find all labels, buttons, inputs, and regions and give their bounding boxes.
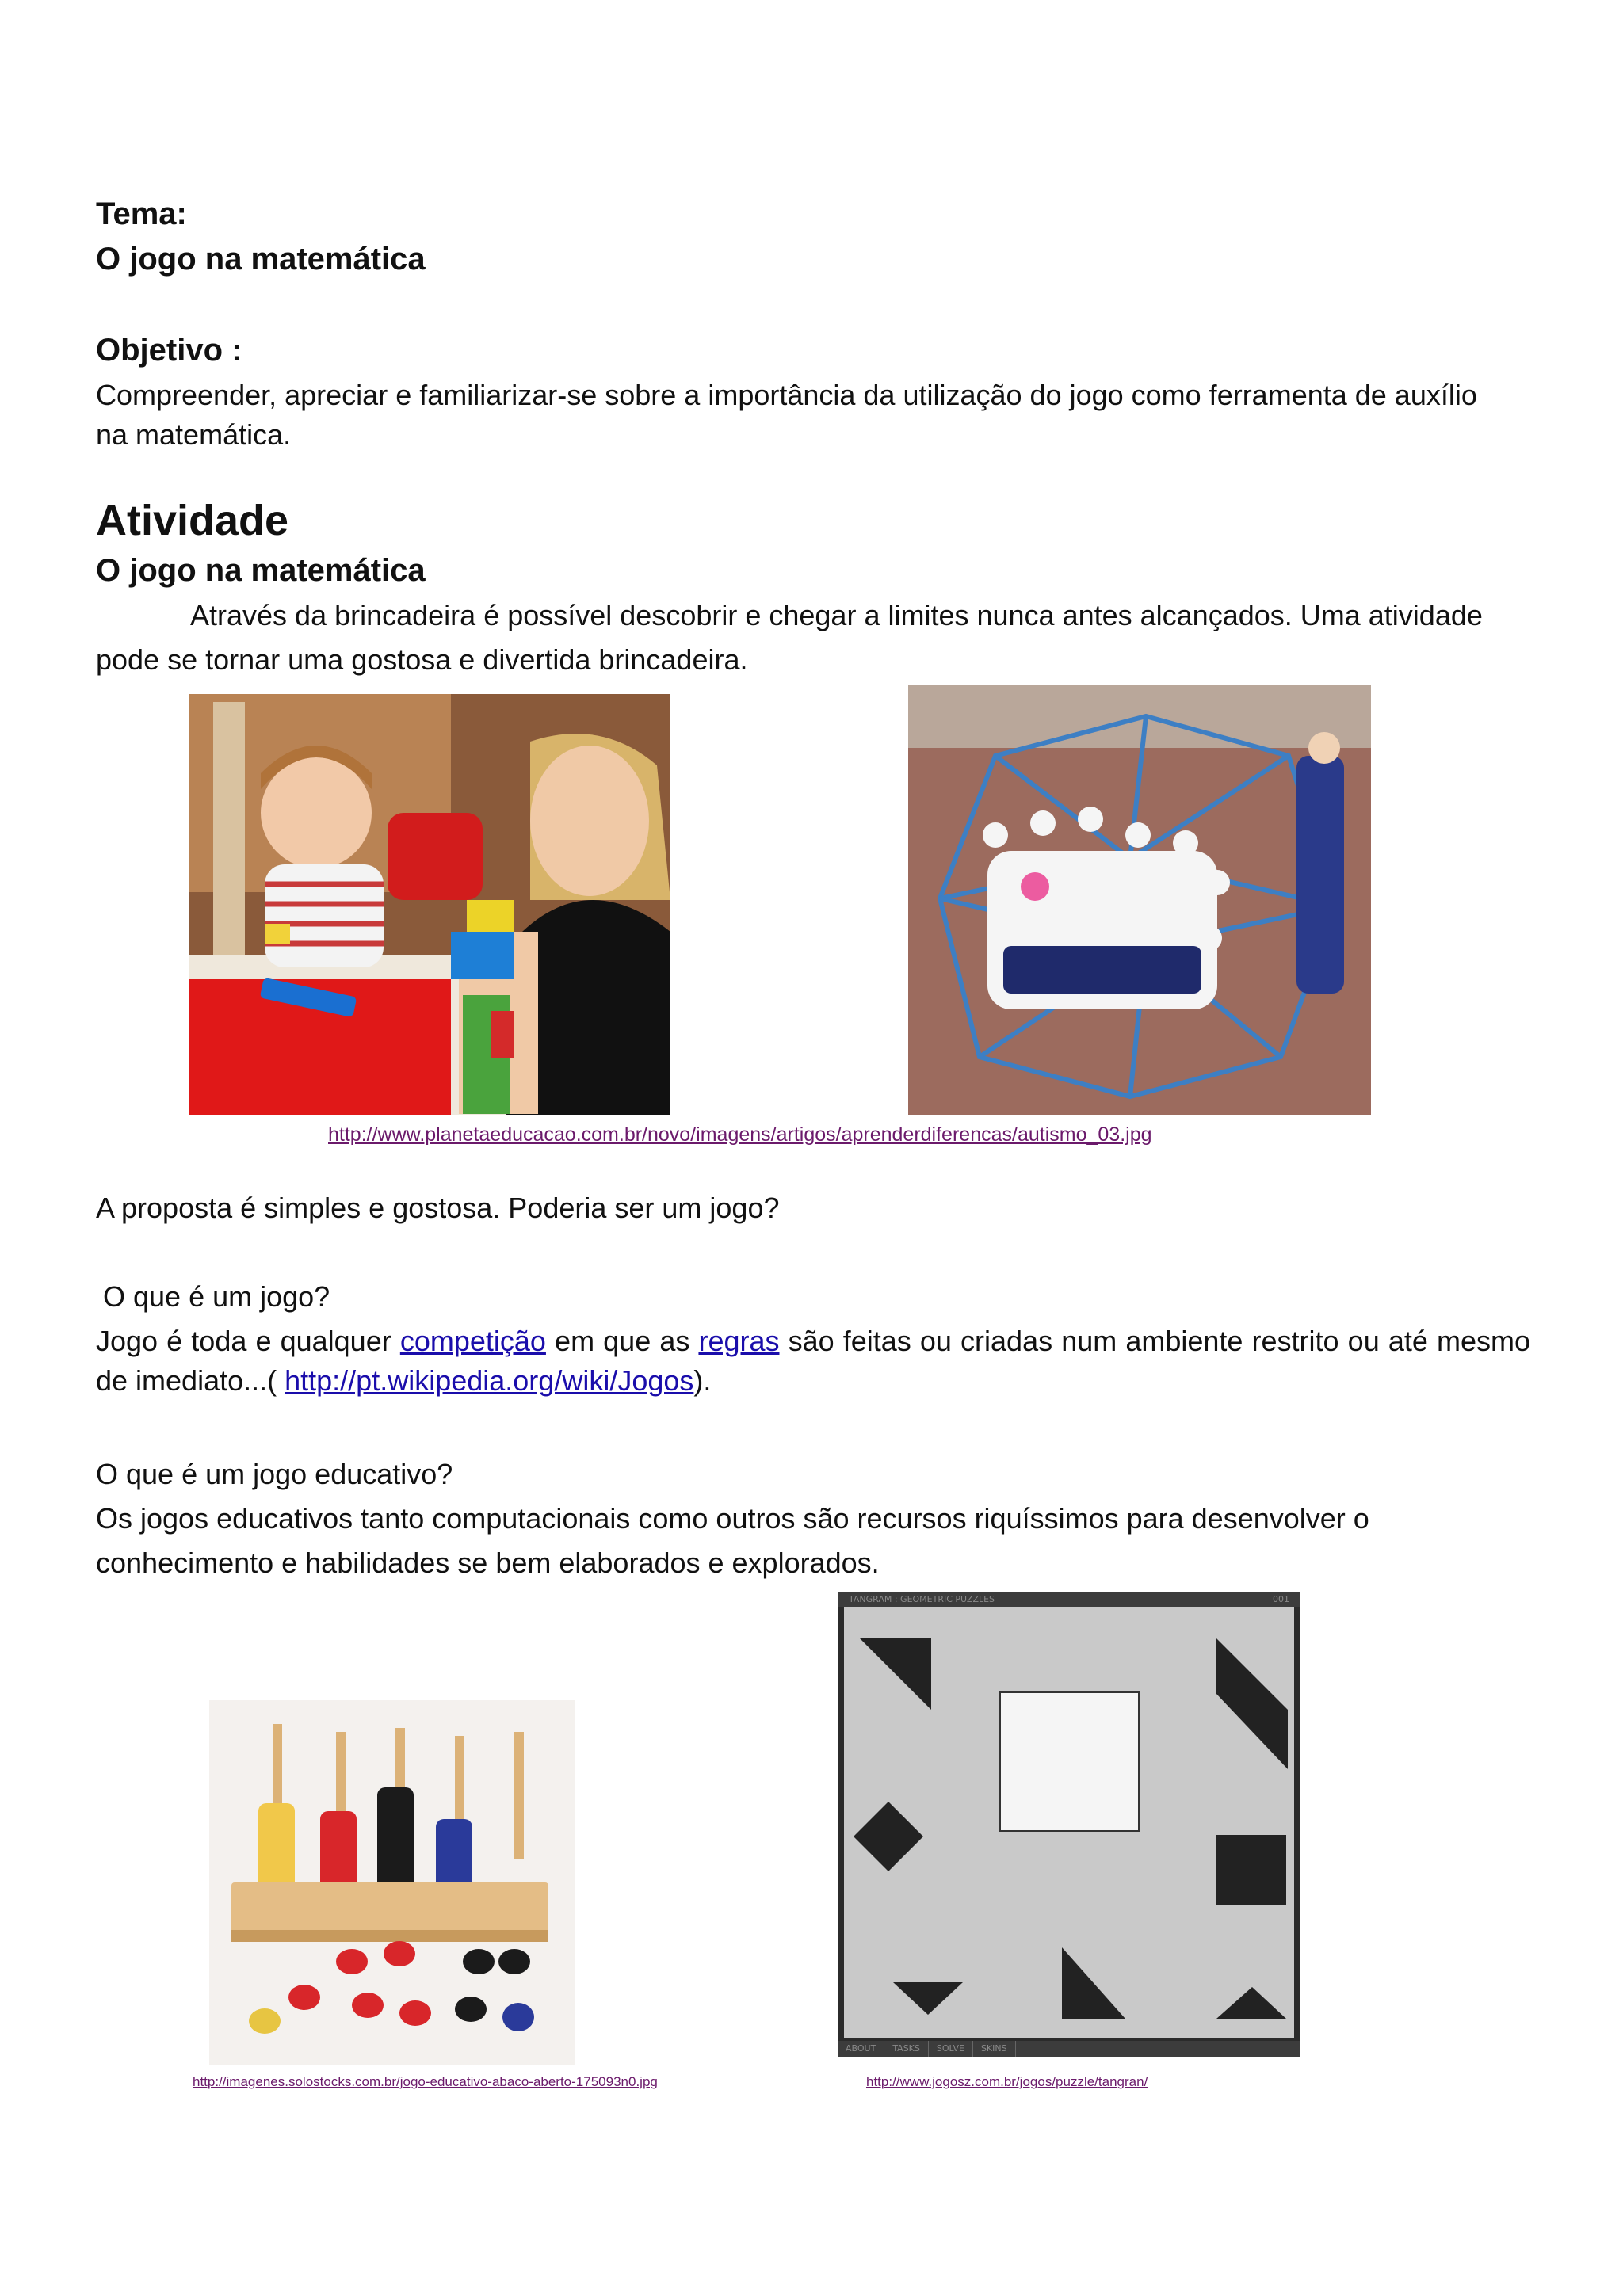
tangram-title-bar (838, 1592, 1300, 1607)
link-regras[interactable]: regras (698, 1325, 780, 1357)
caption-link-jogosz[interactable]: http://www.jogosz.com.br/jogos/puzzle/tangran/ (866, 2074, 1148, 2089)
tangram-solve-button[interactable]: SOLVE (929, 2041, 973, 2057)
tangram-tasks-button[interactable]: TASKS (884, 2041, 929, 2057)
tangram-title: TANGRAM : GEOMETRIC PUZZLES (849, 1594, 995, 1604)
jogo-definition: Jogo é toda e qualquer competição em que as regras são feitas ou criadas num ambiente restrito ou até mesmo de imediato...( http://pt.wikipedia.org/wiki/Jogos). (96, 1325, 1530, 1397)
photo-wooden-abacus (209, 1700, 575, 2065)
tangram-piece-square[interactable] (1216, 1835, 1286, 1905)
tangram-board[interactable] (844, 1607, 1294, 2038)
caption-link-solostocks[interactable]: http://imagenes.solostocks.com.br/jogo-educativo-abaco-aberto-175093n0.jpg (193, 2074, 658, 2089)
objetivo-text-line1: Compreender, apreciar e familiarizar-se sobre a importância da utilização do jogo como ferramenta de auxílio (96, 379, 1477, 411)
caption-photo-abacus (193, 2074, 658, 2090)
educativo-text-line1: Os jogos educativos tanto computacionais como outros são recursos riquíssimos para desenvolver o (96, 1502, 1369, 1535)
objetivo-label: Objetivo : (96, 333, 242, 368)
jogo-question: O que é um jogo? (103, 1280, 330, 1313)
objetivo-text-line2: na matemática. (96, 418, 292, 451)
tangram-skins-button[interactable]: SKINS (973, 2041, 1016, 2057)
tema-label: Tema: (96, 196, 187, 231)
educativo-question: O que é um jogo educativo? (96, 1458, 453, 1490)
caption-link-planetaeducacao[interactable]: http://www.planetaeducacao.com.br/novo/imagens/artigos/aprenderdiferencas/autismo_03.jpg (328, 1123, 1152, 1146)
caption-photo-1 (328, 1123, 1152, 1146)
proposta-text: A proposta é simples e gostosa. Poderia ser um jogo? (96, 1192, 780, 1224)
tangram-counter: 001 (1273, 1594, 1289, 1604)
tangram-about-button[interactable]: ABOUT (838, 2041, 884, 2057)
link-competicao[interactable]: competição (399, 1325, 546, 1357)
educativo-text-line2: conhecimento e habilidades se bem elaborados e explorados. (96, 1547, 880, 1579)
tangram-bottom-toolbar (838, 2041, 1300, 2057)
atividade-paragraph-line1: Através da brincadeira é possível descobrir e chegar a limites nunca antes alcançados. Uma atividade (190, 599, 1483, 631)
atividade-paragraph-line2: pode se tornar uma gostosa e divertida brincadeira. (96, 643, 748, 676)
link-wikipedia-jogos[interactable]: http://pt.wikipedia.org/wiki/Jogos (285, 1364, 694, 1397)
tangram-target-square (1000, 1692, 1139, 1831)
tangram-game-window (838, 1592, 1300, 2057)
tema-title: O jogo na matemática (96, 242, 426, 277)
atividade-subheading: O jogo na matemática (96, 553, 426, 588)
photo-children-geodesic-dome (908, 685, 1371, 1115)
caption-photo-tangram (866, 2074, 1148, 2090)
atividade-heading: Atividade (96, 497, 289, 544)
photo-child-with-teacher (189, 694, 670, 1115)
